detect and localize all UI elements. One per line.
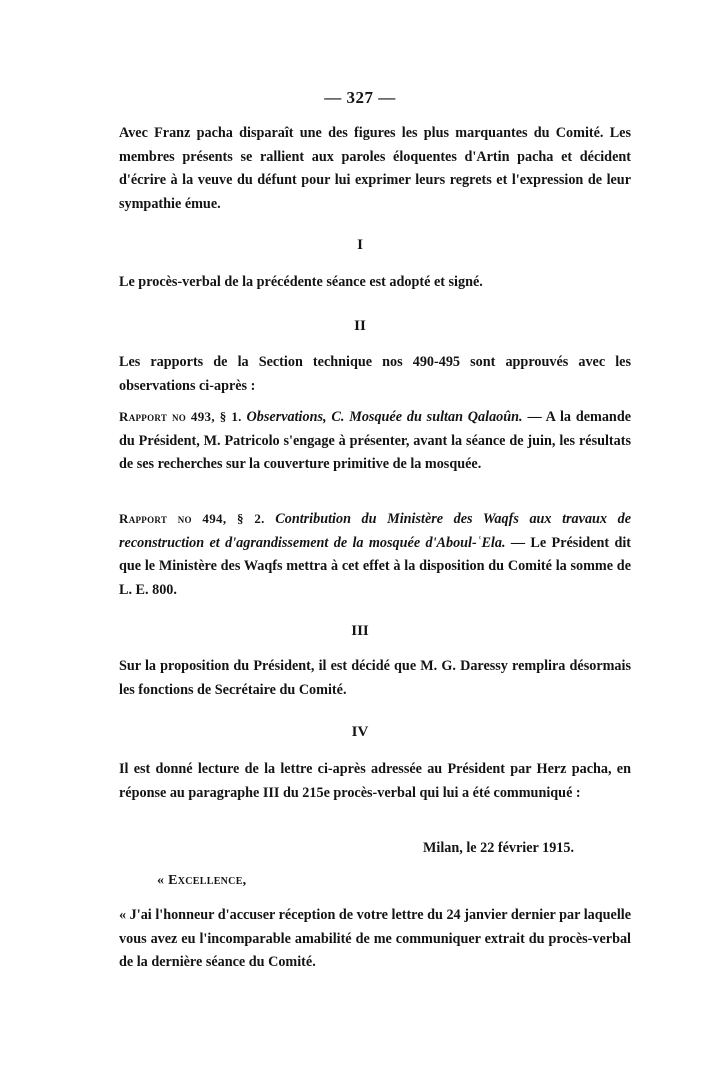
rapport-494-block: [119, 507, 631, 602]
section-2-intro-text: Les rapports de la Section technique nos 490-495 sont approuvés avec les observations ci-après :: [119, 354, 631, 394]
rapport-494-title: Contribution du Ministère des Waqfs aux travaux de reconstruction et d'agrandissement de la mosquée d'Aboul-ʿEla.: [119, 511, 631, 551]
section-2-intro-block: [119, 351, 631, 398]
opening-paragraph: Avec Franz pacha disparaît une des figures les plus marquantes du Comité. Les membres présents se rallient aux paroles éloquentes d'Artin pacha et décident d'écrire à la veuve du défunt pour lui exprimer leurs regrets et l'expression de leur sympathie émue.: [119, 125, 631, 212]
section-heading-3: III: [351, 623, 369, 639]
letter-salutation: « Excellence,: [157, 873, 247, 888]
section-4-text: Il est donné lecture de la lettre ci-après adressée au Président par Herz pacha, en réponse au paragraphe III du 215e procès-verbal qui lui a été communiqué :: [119, 761, 631, 801]
rapport-494-paragraph: [119, 507, 631, 602]
rapport-494-text: — Le Président dit que le Ministère des Waqfs mettra à cet effet à la disposition du Comité la somme de L. E. 800.: [119, 534, 631, 598]
rapport-493-text: — A la demande du Président, M. Patricolo s'engage à présenter, avant la séance de juin, les résultats de ses recherches sur la couverture primitive de la mosquée.: [119, 409, 632, 472]
section-1-text: Le procès-verbal de la précédente séance est adopté et signé.: [119, 274, 483, 290]
letter-place-date: Milan, le 22 février 1915.: [423, 840, 575, 856]
opening-paragraph-block: [119, 122, 631, 216]
letter-body-text: « J'ai l'honneur d'accuser réception de votre lettre du 24 janvier dernier par laquelle vous avez eu l'incomparable amabilité de me communiquer extrait du procès-verbal de la dernière séance du Comité.: [119, 907, 631, 970]
section-heading-4: IV: [351, 724, 369, 740]
section-4-block: [119, 758, 631, 805]
rapport-494-label: Rapport no 494, § 2.: [119, 511, 265, 526]
rapport-493-title: Observations, C. Mosquée du sultan Qalaoûn.: [246, 409, 523, 425]
section-heading-2: II: [354, 318, 366, 334]
section-heading-1: I: [357, 237, 363, 253]
rapport-493-block: [119, 405, 631, 477]
rapport-493-label: Rapport no 493, § 1.: [119, 409, 242, 424]
section-3-text: Sur la proposition du Président, il est décidé que M. G. Daressy remplira désormais les fonctions de Secrétaire du Comité.: [119, 658, 631, 698]
section-3-block: [119, 655, 631, 702]
letter-body-block: [119, 904, 631, 975]
rapport-493-paragraph: [119, 405, 631, 477]
page-number: — 327 —: [324, 88, 396, 107]
section-1-block: [119, 271, 631, 295]
